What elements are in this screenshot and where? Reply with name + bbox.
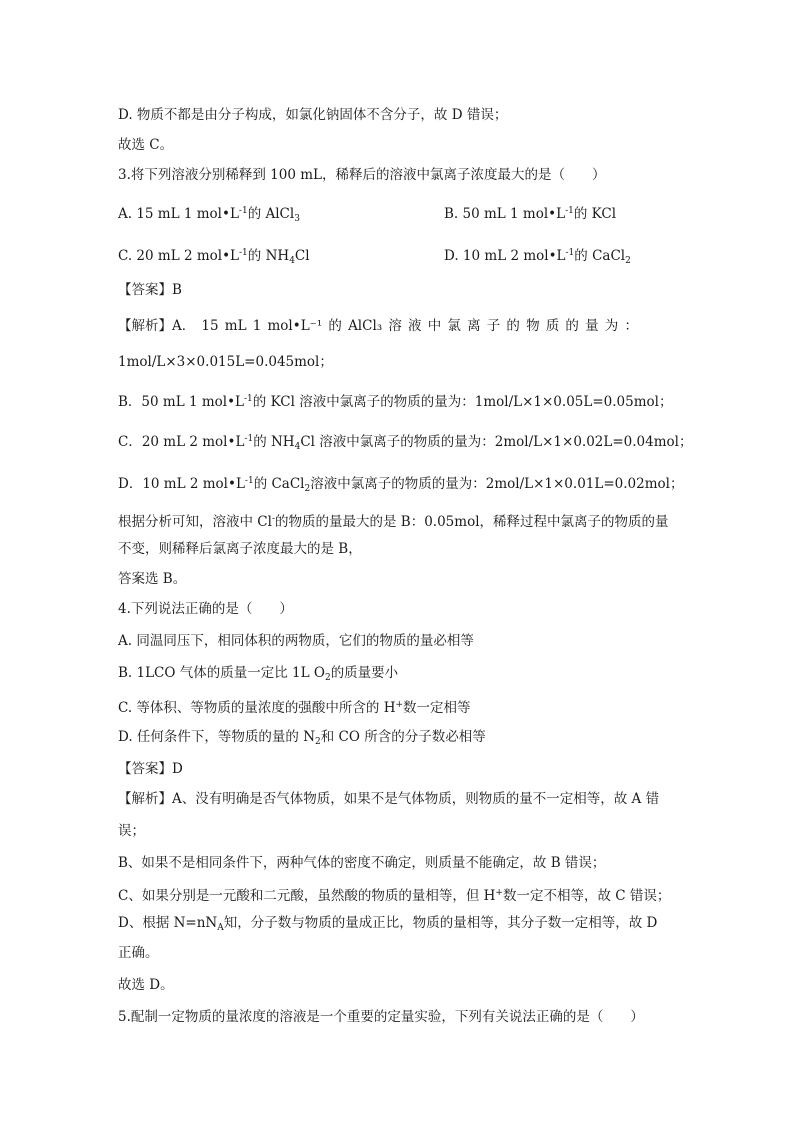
q5-question: 5.配制一定物质的量浓度的溶液是一个重要的定量实验，下列有关说法正确的是（ ） <box>118 1009 644 1025</box>
q4-option-b: B. 1LCO 气体的质量一定比 1L $O_2$的质量要小 <box>118 665 399 683</box>
q3-option-a: A. 15 mL 1 $mol•L^{-1}$的 AlCl$_3$ <box>118 206 300 224</box>
q3-analysis-d: D．10 mL 2 $mol•L^{-1}$的 CaCl$_2$溶液中氯离子的物质的量为：2mol/L×1×0.01L=0.02mol； <box>118 476 684 494</box>
q3-question: 3.将下列溶液分别稀释到 100 mL，稀释后的溶液中氯离子浓度最大的是（ ） <box>118 167 606 183</box>
q2-option-d-explanation: D. 物质不都是由分子构成，如氯化钠固体不含分子，故 D 错误； <box>118 107 508 123</box>
q3-option-d: D. 10 mL 2 $mol•L^{-1}$的 CaCl$_2$ <box>444 248 631 266</box>
q4-question: 4.下列说法正确的是（ ） <box>118 601 293 617</box>
q3-final-answer: 答案选 B。 <box>118 571 187 587</box>
q4-option-a: A. 同温同压下，相同体积的两物质，它们的物质的量必相等 <box>118 633 474 649</box>
q4-analysis-a-line1: 【解析】A、没有明确是否气体物质，如果不是气体物质，则物质的量不一定相等，故 A 错 <box>118 791 660 807</box>
q3-analysis-a-line2: 1mol/L×3×0.015L=0.045mol； <box>118 354 333 370</box>
q4-option-c: C. 等体积、等物质的量浓度的强酸中所含的 H+数一定相等 <box>118 700 471 716</box>
q4-analysis-d-line2: 正确。 <box>118 945 159 961</box>
q4-answer: 【答案】D <box>118 761 183 777</box>
q3-summary-line1: 根据分析可知，溶液中 Cl-的物质的量最大的是 B：0.05mol，稀释过程中氯离子的物质的量 <box>118 514 669 530</box>
q3-analysis-a-line1: 【解析】A． 15 mL 1 mol•L⁻¹ 的 AlCl₃ 溶 液 中 氯 离 子 的 物 质 的 量 为 ： <box>118 318 638 334</box>
q3-analysis-b: B．50 mL 1 $mol•L^{-1}$的 KCl 溶液中氯离子的物质的量为：1mol/L×1×0.05L=0.05mol； <box>118 394 673 410</box>
q4-analysis-b: B、如果不是相同条件下，两种气体的密度不确定，则质量不能确定，故 B 错误； <box>118 855 606 871</box>
q3-option-c: C. 20 mL 2 $mol•L^{-1}$的 $NH_4Cl$ <box>118 248 310 266</box>
q4-final-answer: 故选 D。 <box>118 977 174 993</box>
q4-analysis-d-line1: D、根据 $N=nN_A$知，分子数与物质的量成正比，物质的量相等，其分子数一定相等，故 D <box>118 915 658 933</box>
q4-analysis-c: C、如果分别是一元酸和二元酸，虽然酸的物质的量相等，但 H+数一定不相等，故 C 错误； <box>118 888 671 904</box>
q4-option-d: D. 任何条件下，等物质的量的 $N_2$和 CO 所含的分子数必相等 <box>118 729 486 747</box>
q4-analysis-a-line2: 误； <box>118 823 145 839</box>
q3-analysis-c: C．20 mL 2 $mol•L^{-1}$的 $NH_4Cl$ 溶液中氯离子的物质的量为：2mol/L×1×0.02L=0.04mol； <box>118 434 693 452</box>
q3-answer: 【答案】B <box>118 282 182 298</box>
q3-summary-line2: 不变，则稀释后氯离子浓度最大的是 B， <box>118 541 362 557</box>
q3-option-b: B. 50 mL 1 $mol•L^{-1}$的 KCl <box>444 206 617 222</box>
q2-conclusion: 故选 C。 <box>118 137 174 153</box>
